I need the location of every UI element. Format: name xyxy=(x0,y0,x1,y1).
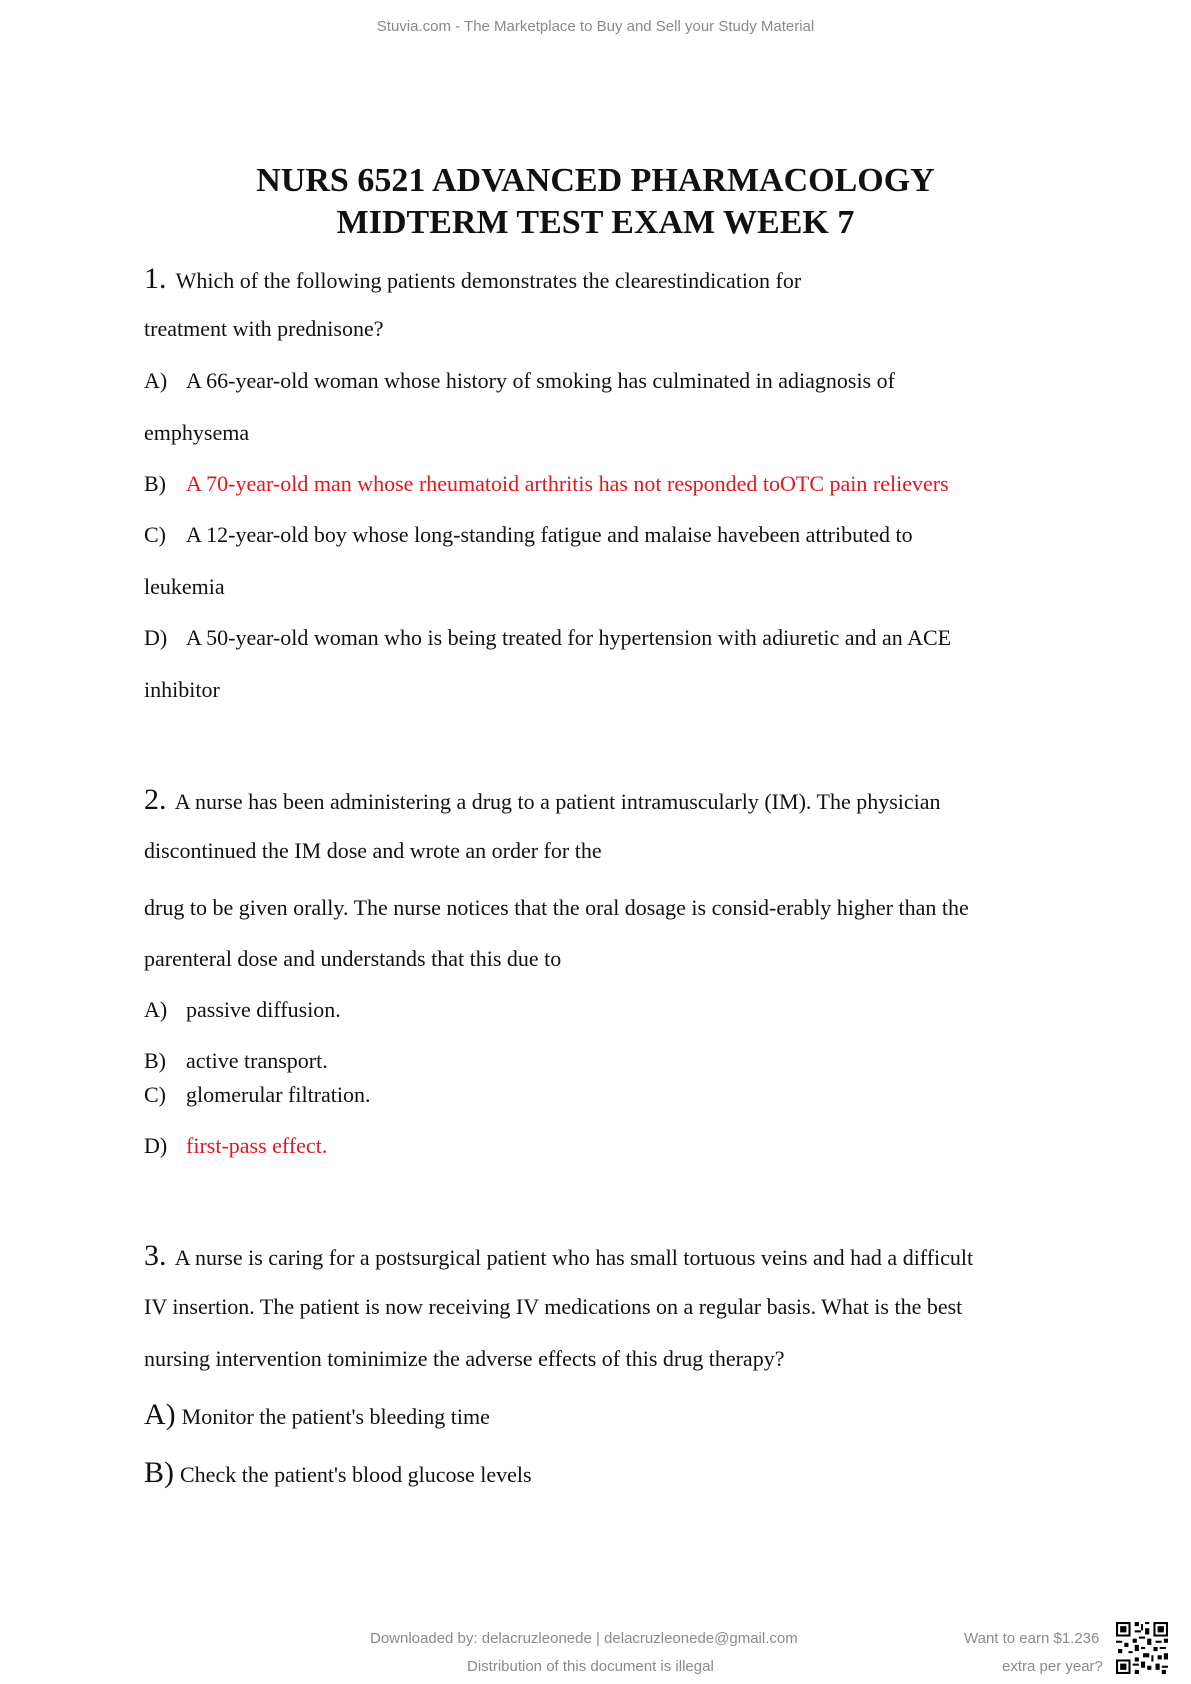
option-text: Monitor the patient's bleeding time xyxy=(181,1404,490,1429)
question-2-line-1 xyxy=(144,783,941,816)
q1-option-d xyxy=(144,625,951,651)
option-letter: D) xyxy=(144,1133,168,1158)
question-text: A nurse is caring for a postsurgical patient who has small tortuous veins and had a difficult xyxy=(174,1245,974,1270)
question-2-line-2: discontinued the IM dose and wrote an order for the xyxy=(144,838,602,863)
option-text: passive diffusion. xyxy=(186,997,341,1022)
question-3-line-1 xyxy=(144,1239,974,1272)
correct-answer-text: A 70-year-old man whose rheumatoid arthritis has not responded toOTC pain relievers xyxy=(186,471,949,496)
q1-option-c xyxy=(144,522,913,548)
question-3-line-2: IV insertion. The patient is now receiving IV medications on a regular basis. What is the best xyxy=(144,1294,963,1319)
q1-option-a xyxy=(144,368,895,394)
option-letter: B) xyxy=(144,1048,166,1073)
q3-option-a xyxy=(144,1398,490,1431)
question-1-line-2: treatment with prednisone? xyxy=(144,316,384,341)
option-text: A 66-year-old woman whose history of smoking has culminated in adiagnosis of xyxy=(186,368,895,393)
option-text: Check the patient's blood glucose levels xyxy=(180,1462,532,1487)
question-number: 3. xyxy=(144,1239,167,1272)
promo-line-2[interactable]: extra per year? xyxy=(1002,1658,1103,1675)
option-letter: A) xyxy=(144,997,168,1022)
option-text: A 50-year-old woman who is being treated for hypertension with adiuretic and an ACE xyxy=(186,625,952,650)
option-letter: A) xyxy=(144,1398,176,1431)
q2-option-b xyxy=(144,1048,328,1074)
question-2-line-4: parenteral dose and understands that this due to xyxy=(144,946,562,971)
option-text: active transport. xyxy=(186,1048,328,1073)
option-letter: B) xyxy=(144,471,166,496)
q1-option-b xyxy=(144,471,949,497)
question-2-line-3: drug to be given orally. The nurse notices that the oral dosage is consid-erably higher than the xyxy=(144,895,969,920)
option-letter: C) xyxy=(144,522,166,547)
q2-option-d xyxy=(144,1133,327,1159)
q2-option-a xyxy=(144,997,341,1023)
title-line-2: MIDTERM TEST EXAM WEEK 7 xyxy=(336,204,855,241)
q1-option-a-cont: emphysema xyxy=(144,420,250,445)
document-title xyxy=(0,160,1191,244)
qr-code-icon[interactable] xyxy=(1116,1622,1168,1674)
q1-option-d-cont: inhibitor xyxy=(144,677,220,702)
title-line-1: NURS 6521 ADVANCED PHARMACOLOGY xyxy=(256,162,935,199)
downloaded-by-notice: Downloaded by: delacruzleonede | delacruzleonede@gmail.com xyxy=(370,1630,798,1647)
q3-option-b xyxy=(144,1456,532,1489)
option-letter: A) xyxy=(144,368,168,393)
promo-line-1[interactable]: Want to earn $1.236 xyxy=(964,1630,1100,1647)
question-1-line-1 xyxy=(144,262,802,295)
stuvia-watermark: Stuvia.com - The Marketplace to Buy and Sell your Study Material xyxy=(376,18,815,35)
correct-answer-text: first-pass effect. xyxy=(186,1133,328,1158)
distribution-notice: Distribution of this document is illegal xyxy=(467,1658,714,1675)
q1-option-c-cont: leukemia xyxy=(144,574,225,599)
option-text: glomerular filtration. xyxy=(186,1082,371,1107)
q2-option-c xyxy=(144,1082,371,1108)
option-letter: C) xyxy=(144,1082,166,1107)
question-number: 2. xyxy=(144,783,167,816)
question-text: A nurse has been administering a drug to a patient intramuscularly (IM). The physician xyxy=(174,789,941,814)
option-letter: D) xyxy=(144,625,168,650)
question-text: Which of the following patients demonstrates the clearestindication for xyxy=(175,268,802,293)
option-letter: B) xyxy=(144,1456,174,1489)
question-number: 1. xyxy=(144,262,167,295)
option-text: A 12-year-old boy whose long-standing fatigue and malaise havebeen attributed to xyxy=(186,522,913,547)
question-3-line-3: nursing intervention tominimize the adverse effects of this drug therapy? xyxy=(144,1346,785,1371)
